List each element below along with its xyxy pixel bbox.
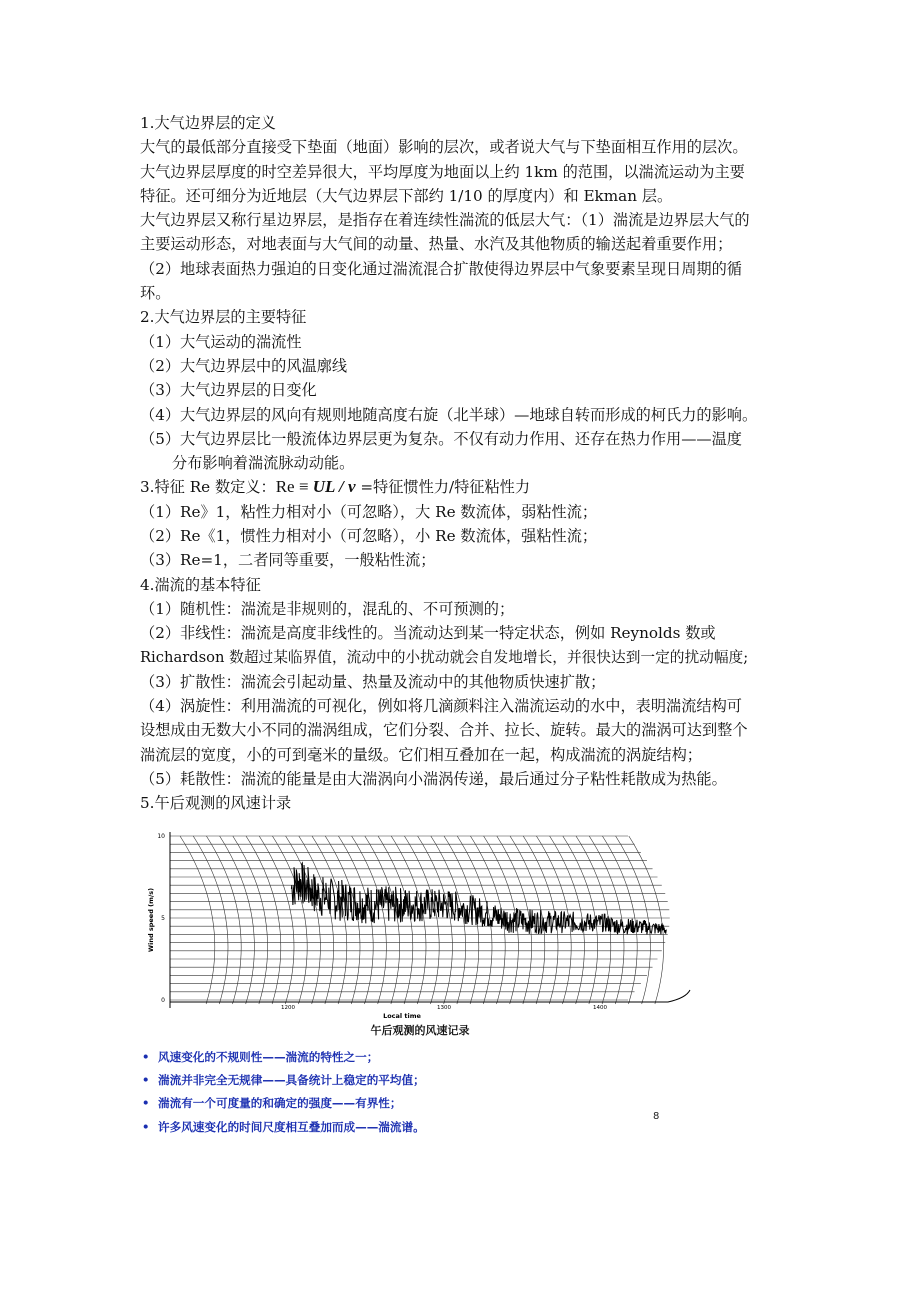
grid-arc <box>378 836 413 1004</box>
bullet-dot: • <box>142 1073 150 1088</box>
grid-arc <box>246 836 281 1004</box>
grid-arc <box>338 836 373 1004</box>
list-item: 设想成由无数大小不同的湍涡组成，它们分裂、合并、拉长、旋转。最大的湍涡可达到整个 <box>140 721 748 740</box>
list-item: （4）大气边界层的风向有规则地随高度右旋（北半球）—地球自转而形成的柯氏力的影响。 <box>140 405 758 424</box>
y-tick-label: 10 <box>157 833 165 840</box>
formula-re: Re ≡ <box>275 477 313 497</box>
section-2-title: 2.大气边界层的主要特征 <box>140 308 307 327</box>
grid-arc <box>510 836 545 1004</box>
list-item: 湍流层的宽度，小的可到毫米的量级。它们相互叠加在一起，构成湍流的涡旋结构； <box>140 745 702 764</box>
y-tick-label: 0 <box>161 997 165 1004</box>
section-3-body <box>140 500 780 573</box>
page-number: 8 <box>653 1111 660 1122</box>
grid-arc <box>629 836 664 1004</box>
list-item: （4）涡旋性：利用湍流的可视化，例如将几滴颜料注入湍流运动的水中，表明湍流结构可 <box>140 697 742 716</box>
paragraph-line: 环。 <box>140 284 171 303</box>
paragraph-line: 特征。还可细分为近地层（大气边界层下部约 1/10 的厚度内）和 Ekman 层。 <box>140 186 673 205</box>
x-tick-label: 1300 <box>437 1005 451 1011</box>
paragraph-line: 主要运动形态，对地表面与大气间的动量、热量、水汽及其他物质的输送起着重要作用； <box>140 235 733 254</box>
section-3-prefix: 3.特征 Re 数定义： <box>140 478 276 497</box>
y-axis-label: Wind speed (m/s) <box>147 887 155 953</box>
wind-speed-trace <box>291 863 666 935</box>
grid-arc <box>391 836 426 1004</box>
section-1-body <box>140 135 780 305</box>
list-item: （2）Re《1，惯性力相对小（可忽略），小 Re 数流体，强粘性流； <box>140 527 598 546</box>
document-body <box>140 111 780 816</box>
paragraph-line: 大气的最低部分直接受下垫面（地面）影响的层次，或者说大气与下垫面相互作用的层次。 <box>140 138 748 157</box>
bullet-item <box>142 1092 702 1115</box>
bullet-dot: • <box>142 1119 150 1134</box>
grid-arc <box>444 836 479 1004</box>
grid-arc <box>325 836 360 1004</box>
x-tick-label: 1200 <box>281 1005 295 1011</box>
bullet-item <box>142 1069 702 1092</box>
list-item: （1）随机性：湍流是非规则的，混乱的、不可预测的； <box>140 599 515 618</box>
list-item: （5）大气边界层比一般流体边界层更为复杂。不仅有动力作用、还存在热力作用——温度 <box>140 429 742 448</box>
grid-arc <box>457 836 492 1004</box>
bullet-list <box>142 1046 702 1139</box>
bullet-dot: • <box>142 1096 150 1111</box>
grid-arc <box>312 836 347 1004</box>
paragraph-line: 大气边界层厚度的时空差异很大，平均厚度为地面以上约 1km 的范围，以湍流运动为主要 <box>140 162 745 181</box>
paragraph-line: 大气边界层又称行星边界层，是指存在着连续性湍流的低层大气：（1）湍流是边界层大气的 <box>140 211 750 230</box>
list-item: （1）Re》1，粘性力相对小（可忽略），大 Re 数流体，弱粘性流； <box>140 502 598 521</box>
list-item: （3）Re=1，二者同等重要，一般粘性流； <box>140 551 436 570</box>
chart-caption: 午后观测的风速记录 <box>370 1024 470 1037</box>
grid-arc <box>286 836 321 1004</box>
grid-arc <box>299 836 334 1004</box>
section-2-body <box>140 330 780 476</box>
list-item: （3）大气边界层的日变化 <box>140 381 317 400</box>
list-item-continuation: 分布影响着湍流脉动动能。 <box>172 454 355 473</box>
section-5-title: 5.午后观测的风速计录 <box>140 794 292 813</box>
bullet-dot: • <box>142 1050 150 1064</box>
grid-arc <box>193 836 228 1004</box>
x-axis-label: Local time <box>383 1012 421 1020</box>
section-4-body <box>140 597 780 791</box>
section-1-title: 1.大气边界层的定义 <box>140 114 276 132</box>
list-item: （1）大气运动的湍流性 <box>140 332 302 351</box>
section-4-title: 4.湍流的基本特征 <box>140 575 261 594</box>
grid-arc <box>272 836 307 1004</box>
y-tick-label: 5 <box>161 915 165 922</box>
grid-arc <box>259 836 294 1004</box>
section-3-suffix: =特征惯性力/特征粘性力 <box>355 478 531 497</box>
section-3-title <box>140 475 780 499</box>
grid-arc <box>233 836 268 1004</box>
bullet-text: 许多风速变化的时间尺度相互叠加而成——湍流谱。 <box>158 1119 425 1134</box>
wind-speed-chart-svg <box>140 820 700 1042</box>
list-item: （5）耗散性：湍流的能量是由大湍涡向小湍涡传递，最后通过分子粘性耗散成为热能。 <box>140 770 727 789</box>
list-item: Richardson 数超过某临界值，流动中的小扰动就会自发地增长，并很快达到一定的扰动幅度; <box>140 648 749 666</box>
grid-arc <box>180 836 215 1004</box>
bullet-text: 湍流有一个可度量的和确定的强度——有界性； <box>158 1096 402 1111</box>
bullet-text: 湍流并非完全无规律——具备统计上稳定的平均值； <box>158 1073 425 1088</box>
grid-arc <box>206 836 241 1004</box>
grid-arc <box>431 836 466 1004</box>
grid-arc <box>418 836 453 1004</box>
grid-arc <box>220 836 255 1004</box>
bullet-item <box>142 1116 702 1139</box>
bullet-item <box>142 1046 702 1069</box>
list-item: （3）扩散性：湍流会引起动量、热量及流动中的其他物质快速扩散； <box>140 672 606 691</box>
reynolds-formula <box>276 477 356 496</box>
formula-body: UL / ν <box>312 477 356 497</box>
wind-speed-chart <box>140 820 700 1042</box>
x-tick-label: 1400 <box>593 1005 607 1011</box>
list-item: （2）大气边界层中的风温廓线 <box>140 356 348 375</box>
bullet-text: 风速变化的不规则性——湍流的特性之一； <box>158 1050 379 1064</box>
paragraph-line: （2）地球表面热力强迫的日变化通过湍流混合扩散使得边界层中气象要素呈现日周期的循 <box>140 259 742 278</box>
list-item: （2）非线性：湍流是高度非线性的。当流动达到某一特定状态，例如 Reynolds 数或 <box>140 624 716 643</box>
